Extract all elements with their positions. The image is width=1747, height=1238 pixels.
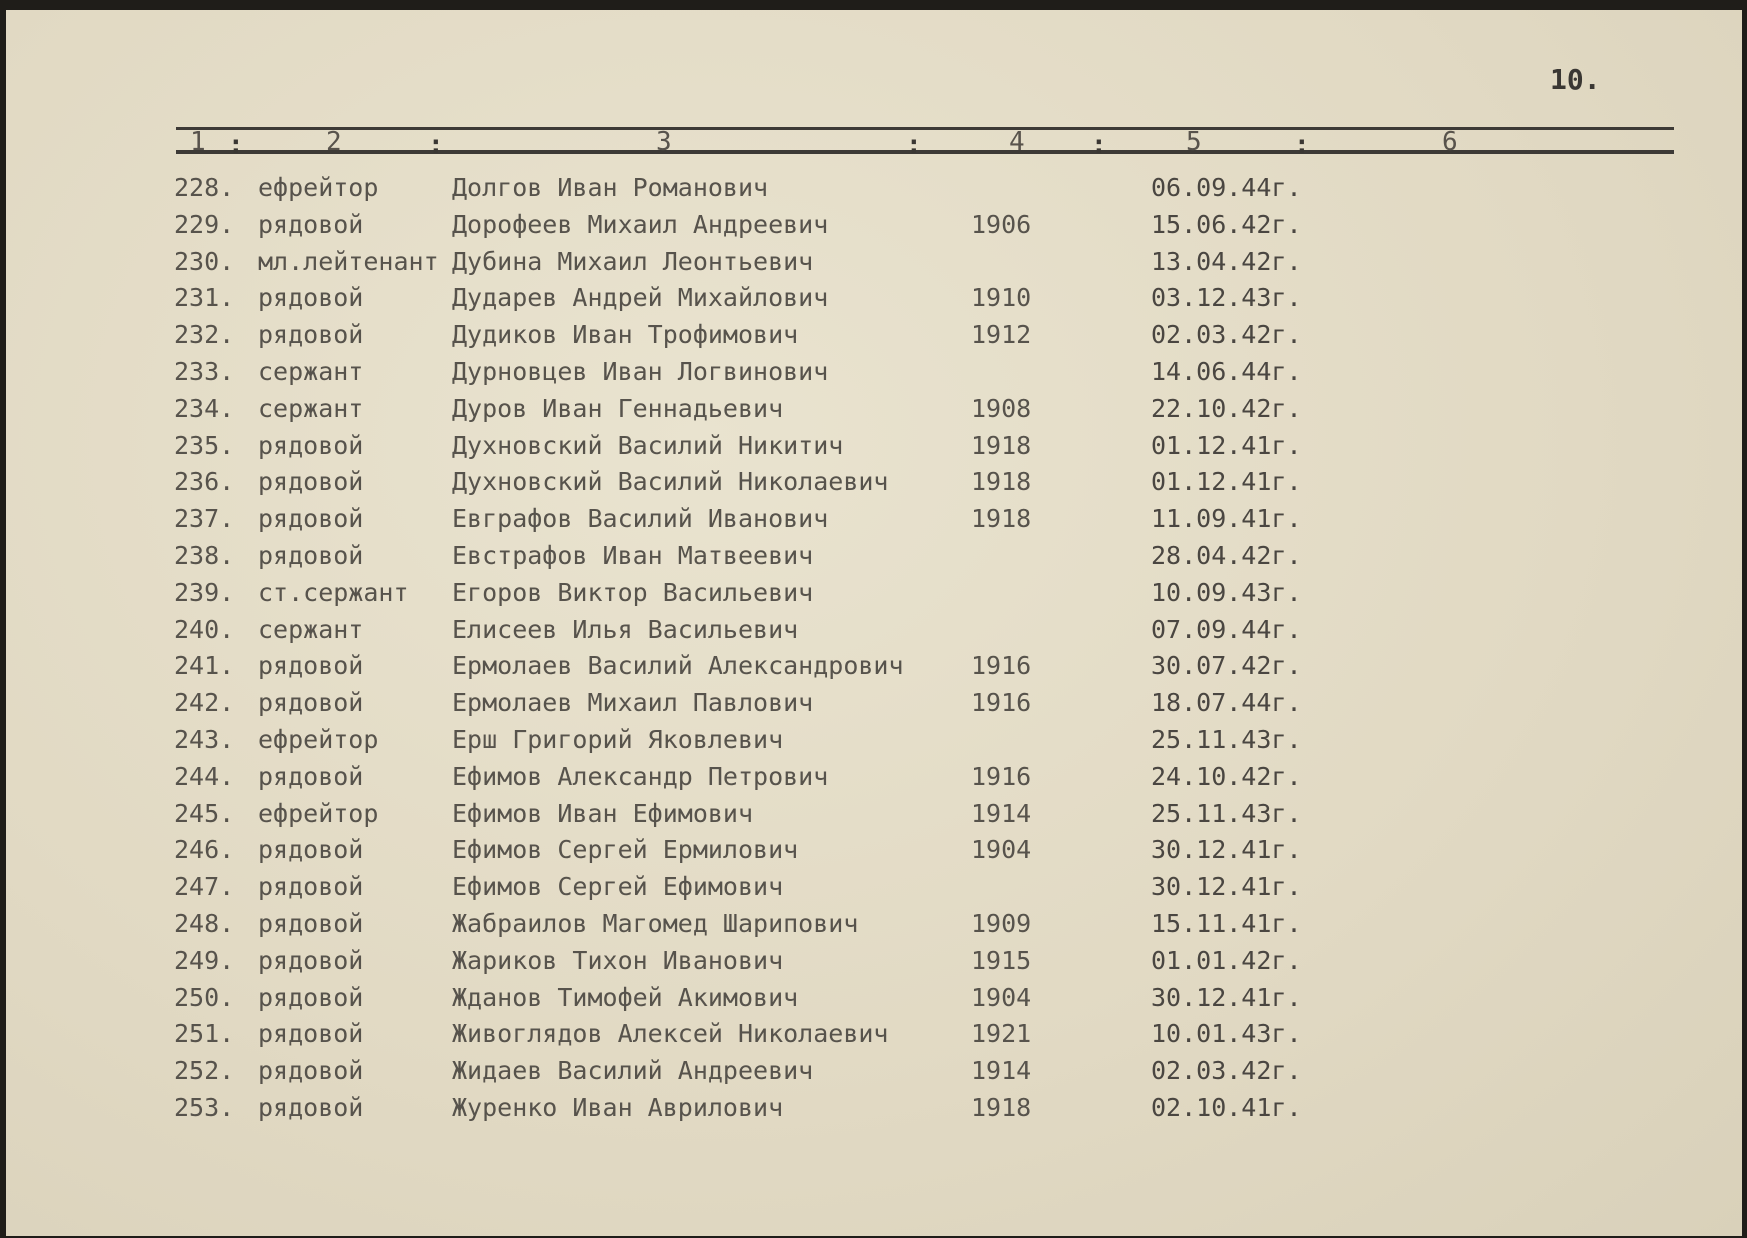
row-number: 233. <box>174 356 235 386</box>
row-number: 236. <box>174 467 235 497</box>
row-name: Ефимов Сергей Ефимович <box>452 872 784 902</box>
row-number: 248. <box>174 908 235 938</box>
row-number: 244. <box>174 761 235 791</box>
row-rank: рядовой <box>258 540 364 570</box>
row-name: Ермолаев Михаил Павлович <box>452 688 814 718</box>
table-row <box>6 283 1742 320</box>
row-rank: рядовой <box>258 982 364 1012</box>
table-row <box>6 357 1742 394</box>
row-number: 238. <box>174 540 235 570</box>
row-date: 13.04.42г. <box>1151 246 1302 276</box>
row-rank: ефрейтор <box>258 798 379 828</box>
table-row <box>6 872 1742 909</box>
row-number: 242. <box>174 688 235 718</box>
row-rank: рядовой <box>258 320 364 350</box>
row-rank: сержант <box>258 393 364 423</box>
row-name: Евстрафов Иван Матвеевич <box>452 540 814 570</box>
row-birth-year: 1918 <box>971 1092 1032 1122</box>
table-row <box>6 799 1742 836</box>
row-date: 03.12.43г. <box>1151 283 1302 313</box>
row-name: Жданов Тимофей Акимович <box>452 982 799 1012</box>
row-rank: ефрейтор <box>258 724 379 754</box>
table-row <box>6 615 1742 652</box>
row-name: Журенко Иван Аврилович <box>452 1092 784 1122</box>
row-date: 01.12.41г. <box>1151 467 1302 497</box>
row-name: Долгов Иван Романович <box>452 173 769 202</box>
row-number: 234. <box>174 393 235 423</box>
table-row <box>6 394 1742 431</box>
row-rank: ефрейтор <box>258 173 379 202</box>
table-row <box>6 1093 1742 1130</box>
row-rank: ст.сержант <box>258 577 409 607</box>
table-row <box>6 725 1742 762</box>
row-rank: сержант <box>258 614 364 644</box>
row-number: 245. <box>174 798 235 828</box>
row-date: 14.06.44г. <box>1151 356 1302 386</box>
row-birth-year: 1921 <box>971 1019 1032 1049</box>
row-birth-year: 1904 <box>971 835 1032 865</box>
table-row <box>6 835 1742 872</box>
column-header-3: 3 <box>656 127 672 157</box>
row-birth-year: 1909 <box>971 908 1032 938</box>
row-date: 02.03.42г. <box>1151 320 1302 350</box>
row-rank: рядовой <box>258 688 364 718</box>
row-number: 249. <box>174 945 235 975</box>
table-row <box>6 762 1742 799</box>
row-date: 11.09.41г. <box>1151 504 1302 534</box>
row-date: 18.07.44г. <box>1151 688 1302 718</box>
table-row <box>6 504 1742 541</box>
row-rank: сержант <box>258 356 364 386</box>
table-row <box>6 688 1742 725</box>
row-name: Ермолаев Василий Александрович <box>452 651 904 681</box>
table-row <box>6 247 1742 284</box>
row-name: Дубина Михаил Леонтьевич <box>452 246 814 276</box>
row-name: Дурновцев Иван Логвинович <box>452 356 829 386</box>
row-birth-year: 1916 <box>971 688 1032 718</box>
row-number: 231. <box>174 283 235 313</box>
row-name: Егоров Виктор Васильевич <box>452 577 814 607</box>
row-rank: рядовой <box>258 430 364 460</box>
column-header-2: 2 <box>326 127 342 157</box>
row-number: 247. <box>174 872 235 902</box>
table-row <box>6 983 1742 1020</box>
row-date: 30.12.41г. <box>1151 872 1302 902</box>
row-name: Дудиков Иван Трофимович <box>452 320 799 350</box>
row-birth-year: 1918 <box>971 504 1032 534</box>
row-name: Жариков Тихон Иванович <box>452 945 784 975</box>
row-number: 243. <box>174 724 235 754</box>
row-number: 237. <box>174 504 235 534</box>
row-number: 251. <box>174 1019 235 1049</box>
table-row <box>6 1056 1742 1093</box>
row-name: Духновский Василий Никитич <box>452 430 844 460</box>
row-number: 240. <box>174 614 235 644</box>
row-number: 228. <box>174 173 235 202</box>
row-number: 230. <box>174 246 235 276</box>
row-name: Дударев Андрей Михайлович <box>452 283 829 313</box>
table-row <box>6 173 1742 210</box>
row-birth-year: 1910 <box>971 283 1032 313</box>
row-rank: рядовой <box>258 467 364 497</box>
row-date: 15.06.42г. <box>1151 209 1302 239</box>
table-row <box>6 541 1742 578</box>
table-row <box>6 320 1742 357</box>
column-separator: : <box>228 130 244 160</box>
row-birth-year: 1918 <box>971 467 1032 497</box>
table-row <box>6 909 1742 946</box>
row-name: Елисеев Илья Васильевич <box>452 614 799 644</box>
row-number: 239. <box>174 577 235 607</box>
row-birth-year: 1908 <box>971 393 1032 423</box>
row-date: 30.12.41г. <box>1151 835 1302 865</box>
row-birth-year: 1915 <box>971 945 1032 975</box>
table-row <box>6 431 1742 468</box>
page-number: 10. <box>1550 63 1601 96</box>
column-separator: : <box>906 130 922 160</box>
row-number: 229. <box>174 209 235 239</box>
column-header-4: 4 <box>1009 127 1025 157</box>
row-date: 01.01.42г. <box>1151 945 1302 975</box>
row-rank: рядовой <box>258 209 364 239</box>
row-rank: рядовой <box>258 283 364 313</box>
row-name: Жабраилов Магомед Шарипович <box>452 908 859 938</box>
table-row <box>6 210 1742 247</box>
column-header-1: 1 <box>190 127 206 157</box>
column-separator: : <box>1294 130 1310 160</box>
row-date: 30.07.42г. <box>1151 651 1302 681</box>
row-name: Ефимов Сергей Ермилович <box>452 835 799 865</box>
row-date: 25.11.43г. <box>1151 798 1302 828</box>
column-header-5: 5 <box>1186 127 1202 157</box>
row-rank: мл.лейтенант <box>258 246 439 276</box>
row-date: 28.04.42г. <box>1151 540 1302 570</box>
row-date: 24.10.42г. <box>1151 761 1302 791</box>
row-rank: рядовой <box>258 908 364 938</box>
row-birth-year: 1904 <box>971 982 1032 1012</box>
row-name: Дорофеев Михаил Андреевич <box>452 209 829 239</box>
row-name: Ефимов Александр Петрович <box>452 761 829 791</box>
row-rank: рядовой <box>258 1056 364 1086</box>
row-number: 246. <box>174 835 235 865</box>
column-separator: : <box>428 130 444 160</box>
table-row <box>6 946 1742 983</box>
row-number: 235. <box>174 430 235 460</box>
row-birth-year: 1918 <box>971 430 1032 460</box>
row-date: 06.09.44г. <box>1151 173 1302 202</box>
row-date: 10.01.43г. <box>1151 1019 1302 1049</box>
row-date: 30.12.41г. <box>1151 982 1302 1012</box>
row-rank: рядовой <box>258 761 364 791</box>
row-date: 02.10.41г. <box>1151 1092 1302 1122</box>
row-date: 07.09.44г. <box>1151 614 1302 644</box>
row-number: 252. <box>174 1056 235 1086</box>
row-birth-year: 1914 <box>971 1056 1032 1086</box>
document-page <box>6 10 1742 1236</box>
record-list <box>6 173 1742 1130</box>
row-rank: рядовой <box>258 1092 364 1122</box>
row-rank: рядовой <box>258 651 364 681</box>
row-birth-year: 1912 <box>971 320 1032 350</box>
row-date: 01.12.41г. <box>1151 430 1302 460</box>
row-date: 02.03.42г. <box>1151 1056 1302 1086</box>
row-rank: рядовой <box>258 872 364 902</box>
table-row <box>6 578 1742 615</box>
row-name: Ефимов Иван Ефимович <box>452 798 754 828</box>
row-rank: рядовой <box>258 1019 364 1049</box>
table-row <box>6 467 1742 504</box>
row-number: 250. <box>174 982 235 1012</box>
row-number: 241. <box>174 651 235 681</box>
row-date: 10.09.43г. <box>1151 577 1302 607</box>
row-rank: рядовой <box>258 945 364 975</box>
row-name: Духновский Василий Николаевич <box>452 467 889 497</box>
row-rank: рядовой <box>258 504 364 534</box>
row-date: 22.10.42г. <box>1151 393 1302 423</box>
column-header-6: 6 <box>1442 127 1458 157</box>
column-separator: : <box>1091 130 1107 160</box>
row-name: Живоглядов Алексей Николаевич <box>452 1019 889 1049</box>
row-birth-year: 1914 <box>971 798 1032 828</box>
table-row <box>6 651 1742 688</box>
row-birth-year: 1906 <box>971 209 1032 239</box>
row-birth-year: 1916 <box>971 761 1032 791</box>
row-name: Ерш Григорий Яковлевич <box>452 724 784 754</box>
row-name: Евграфов Василий Иванович <box>452 504 829 534</box>
row-rank: рядовой <box>258 835 364 865</box>
row-number: 232. <box>174 320 235 350</box>
row-date: 15.11.41г. <box>1151 908 1302 938</box>
row-name: Жидаев Василий Андреевич <box>452 1056 814 1086</box>
row-date: 25.11.43г. <box>1151 724 1302 754</box>
row-birth-year: 1916 <box>971 651 1032 681</box>
row-number: 253. <box>174 1092 235 1122</box>
row-name: Дуров Иван Геннадьевич <box>452 393 784 423</box>
table-row <box>6 1019 1742 1056</box>
